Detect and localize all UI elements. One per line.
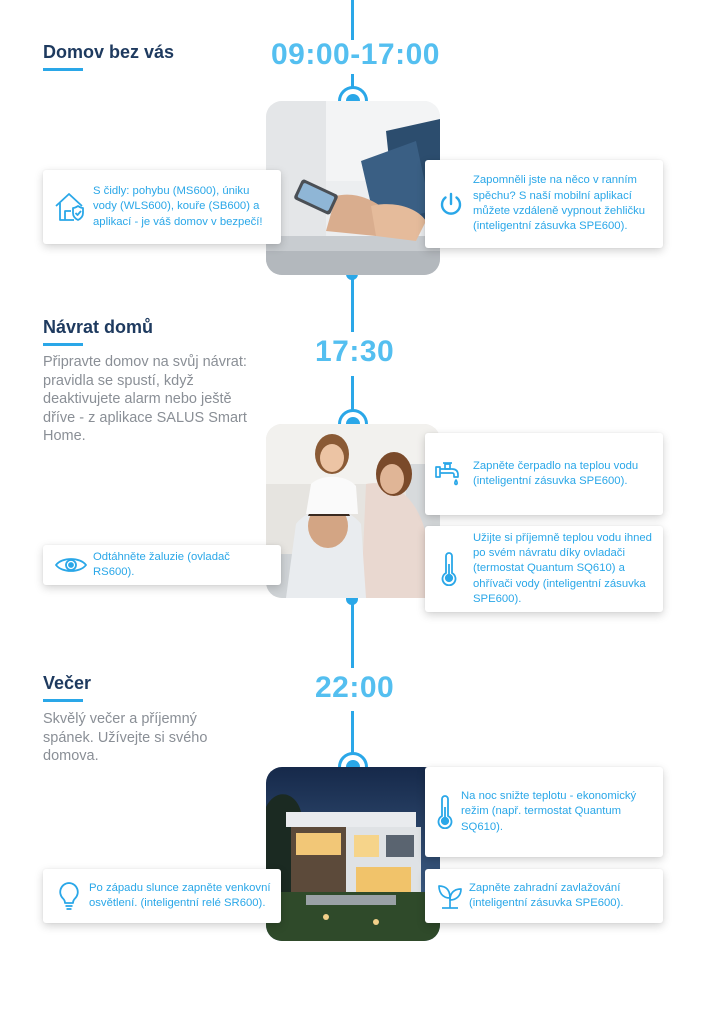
section-title: Návrat domů — [43, 317, 154, 337]
info-card — [425, 526, 663, 612]
info-card — [43, 170, 281, 244]
section-title: Večer — [43, 673, 92, 693]
title-underline — [43, 699, 83, 702]
timeline-line — [351, 711, 354, 753]
title-underline — [43, 68, 83, 71]
section-description: Skvělý večer a příjemný spánek. Užívejte si svého domova. — [43, 711, 208, 764]
card-text: Zapněte čerpadlo na teplou vodu (inteligentní zásuvka SPE600). — [473, 459, 639, 487]
card-text: Užijte si příjemně teplou vodu ihned po svém návratu díky ovladači (termostat Quantum SQ610) a ohřívači vody (inteligentní zásuvka SPE600). — [473, 531, 652, 605]
info-card — [425, 433, 663, 515]
family-photo — [266, 424, 440, 598]
thermometer-icon — [425, 552, 469, 586]
card-text: S čidly: pohybu (MS600), úniku vody (WLS600), kouře (SB600) a aplikací - je váš domov v bezpečí! — [93, 185, 263, 228]
info-card — [425, 767, 663, 857]
timeline-line — [351, 0, 354, 40]
card-text: Odtáhněte žaluzie (ovladač RS600). — [93, 550, 230, 578]
timeline-line — [351, 272, 354, 332]
timeline-line — [351, 376, 354, 412]
card-text: Zapomněli jste na něco v ranním spěchu? S naší mobilní aplikací můžete vzdáleně vypnout žehličku (inteligentní zásuvka SPE600). — [473, 174, 646, 233]
card-text: Zapněte zahradní zavlažování (inteligentní zásuvka SPE600). — [469, 881, 624, 909]
info-card — [425, 869, 663, 923]
eye-icon — [43, 556, 91, 574]
card-text: Po západu slunce zapněte venkovní osvětlení. (inteligentní relé SR600). — [89, 881, 271, 909]
power-icon — [425, 191, 473, 217]
thermometer-icon — [425, 795, 461, 829]
plant-icon — [425, 882, 469, 910]
info-card — [425, 160, 663, 248]
time-label: 17:30 — [315, 335, 395, 368]
house-shield-icon — [43, 191, 91, 223]
time-label: 09:00-17:00 — [271, 38, 440, 71]
modern-house-at-night-photo — [266, 767, 440, 941]
time-label: 22:00 — [315, 671, 395, 704]
section-description: Připravte domov na svůj návrat: pravidla se spustí, když deaktivujete alarm nebo ještě dříve - z aplikace SALUS Smart Home. — [43, 354, 247, 444]
info-card — [43, 545, 281, 585]
info-card — [43, 869, 281, 923]
timeline-line — [351, 598, 354, 668]
card-text: Na noc snižte teplotu - ekonomický režim (např. termostat Quantum SQ610). — [461, 790, 637, 833]
person-with-smartphone-photo — [266, 101, 440, 275]
title-underline — [43, 343, 83, 346]
section-title: Domov bez vás — [43, 42, 175, 62]
faucet-icon — [425, 459, 469, 489]
lightbulb-icon — [43, 881, 89, 911]
